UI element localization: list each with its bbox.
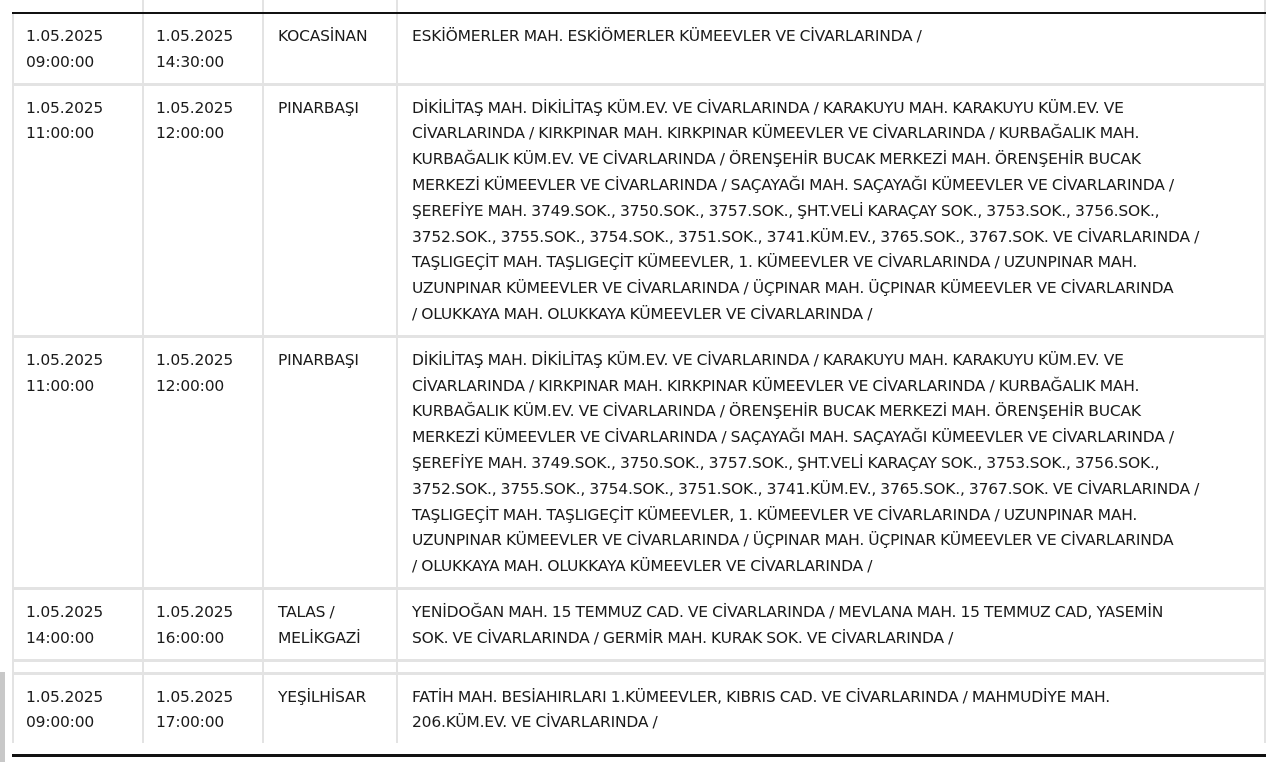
- area-line: ŞEREFİYE MAH. 3749.SOK., 3750.SOK., 3757.SOK., ŞHT.VELİ KARAÇAY SOK., 3753.SOK., 3756.SOK.,: [412, 201, 1160, 220]
- district-cell: [264, 14, 398, 86]
- area-line: SOK. VE CİVARLARINDA / GERMİR MAH. KURAK SOK. VE CİVARLARINDA /: [412, 628, 954, 647]
- area-line: DİKİLİTAŞ MAH. DİKİLİTAŞ KÜM.EV. VE CİVARLARINDA / KARAKUYU MAH. KARAKUYU KÜM.EV. VE: [412, 98, 1124, 117]
- start-time-cell: [12, 338, 144, 590]
- affected-area-cell: [398, 338, 1266, 590]
- start-time-cell: [12, 590, 144, 662]
- area-line: DİKİLİTAŞ MAH. DİKİLİTAŞ KÜM.EV. VE CİVARLARINDA / KARAKUYU MAH. KARAKUYU KÜM.EV. VE: [412, 350, 1124, 369]
- affected-area-cell: [398, 14, 1266, 86]
- district-line: MELİKGAZİ: [278, 628, 361, 647]
- start-time-cell: [12, 86, 144, 338]
- table-row: [12, 590, 1266, 662]
- start-line: 09:00:00: [26, 713, 95, 732]
- start-line: 14:00:00: [26, 628, 95, 647]
- end-line: 14:30:00: [156, 52, 225, 71]
- area-line: CİVARLARINDA / KIRKPINAR MAH. KIRKPINAR KÜMEEVLER VE CİVARLARINDA / KURBAĞALIK MAH.: [412, 124, 1140, 143]
- end-time-cell: [144, 14, 264, 86]
- power-outage-table: [12, 14, 1266, 743]
- end-time-cell: [144, 338, 264, 590]
- end-line: 1.05.2025: [156, 687, 234, 706]
- previous-row-stub: [12, 0, 1266, 12]
- area-line: MERKEZİ KÜMEEVLER VE CİVARLARINDA / SAÇAYAĞI MAH. SAÇAYAĞI KÜMEEVLER VE CİVARLARINDA /: [412, 428, 1174, 447]
- end-line: 17:00:00: [156, 713, 225, 732]
- district-cell: [264, 86, 398, 338]
- area-line: / OLUKKAYA MAH. OLUKKAYA KÜMEEVLER VE CİVARLARINDA /: [412, 304, 873, 323]
- table-row: [12, 338, 1266, 590]
- end-time-cell: [144, 590, 264, 662]
- table-row: [12, 14, 1266, 86]
- area-line: TAŞLIGEÇİT MAH. TAŞLIGEÇİT KÜMEEVLER, 1. KÜMEEVLER VE CİVARLARINDA / UZUNPINAR MAH.: [412, 505, 1138, 524]
- start-line: 1.05.2025: [26, 27, 104, 45]
- separator-cell: [144, 662, 264, 675]
- separator-cell: [398, 662, 1266, 675]
- scrollbar[interactable]: [0, 672, 5, 762]
- area-line: TAŞLIGEÇİT MAH. TAŞLIGEÇİT KÜMEEVLER, 1. KÜMEEVLER VE CİVARLARINDA / UZUNPINAR MAH.: [412, 253, 1138, 272]
- affected-area-cell: [398, 590, 1266, 662]
- area-line: 206.KÜM.EV. VE CİVARLARINDA /: [412, 713, 658, 732]
- district-line: KOCASİNAN: [278, 27, 368, 45]
- area-line: FATİH MAH. BESİAHIRLARI 1.KÜMEEVLER, KIBRIS CAD. VE CİVARLARINDA / MAHMUDİYE MAH.: [412, 687, 1110, 706]
- district-cell: [264, 675, 398, 744]
- district-line: PINARBAŞI: [278, 98, 359, 117]
- area-line: 3752.SOK., 3755.SOK., 3754.SOK., 3751.SOK., 3741.KÜM.EV., 3765.SOK., 3767.SOK. VE CİVARLARINDA /: [412, 227, 1200, 246]
- start-line: 1.05.2025: [26, 687, 104, 706]
- district-line: PINARBAŞI: [278, 350, 359, 369]
- table-bottom-rule: [12, 754, 1266, 757]
- row-separator: [12, 662, 1266, 675]
- table-row: [12, 675, 1266, 744]
- end-time-cell: [144, 675, 264, 744]
- separator-cell: [12, 662, 144, 675]
- area-line: UZUNPINAR KÜMEEVLER VE CİVARLARINDA / ÜÇPINAR MAH. ÜÇPINAR KÜMEEVLER VE CİVARLARINDA: [412, 531, 1174, 550]
- area-line: CİVARLARINDA / KIRKPINAR MAH. KIRKPINAR KÜMEEVLER VE CİVARLARINDA / KURBAĞALIK MAH.: [412, 376, 1140, 395]
- outage-table-frame: [12, 0, 1266, 762]
- area-line: / OLUKKAYA MAH. OLUKKAYA KÜMEEVLER VE CİVARLARINDA /: [412, 557, 873, 576]
- district-cell: [264, 338, 398, 590]
- area-line: 3752.SOK., 3755.SOK., 3754.SOK., 3751.SOK., 3741.KÜM.EV., 3765.SOK., 3767.SOK. VE CİVARLARINDA /: [412, 479, 1200, 498]
- end-line: 1.05.2025: [156, 98, 234, 117]
- area-line: ŞEREFİYE MAH. 3749.SOK., 3750.SOK., 3757.SOK., ŞHT.VELİ KARAÇAY SOK., 3753.SOK., 3756.SOK.,: [412, 453, 1160, 472]
- start-line: 11:00:00: [26, 376, 95, 395]
- start-line: 1.05.2025: [26, 602, 104, 621]
- table-row: [12, 86, 1266, 338]
- start-line: 09:00:00: [26, 52, 95, 71]
- end-time-cell: [144, 86, 264, 338]
- district-line: TALAS /: [278, 602, 335, 621]
- start-line: 1.05.2025: [26, 350, 104, 369]
- area-line: ESKİÖMERLER MAH. ESKİÖMERLER KÜMEEVLER VE CİVARLARINDA /: [412, 27, 922, 45]
- area-line: MERKEZİ KÜMEEVLER VE CİVARLARINDA / SAÇAYAĞI MAH. SAÇAYAĞI KÜMEEVLER VE CİVARLARINDA /: [412, 175, 1174, 194]
- end-line: 1.05.2025: [156, 27, 234, 45]
- end-line: 16:00:00: [156, 628, 225, 647]
- end-line: 12:00:00: [156, 376, 225, 395]
- end-line: 1.05.2025: [156, 350, 234, 369]
- affected-area-cell: [398, 675, 1266, 744]
- affected-area-cell: [398, 86, 1266, 338]
- district-line: YEŞİLHİSAR: [278, 687, 367, 706]
- start-line: 11:00:00: [26, 124, 95, 143]
- area-line: KURBAĞALIK KÜM.EV. VE CİVARLARINDA / ÖRENŞEHİR BUCAK MERKEZİ MAH. ÖRENŞEHİR BUCAK: [412, 402, 1141, 421]
- end-line: 1.05.2025: [156, 602, 234, 621]
- area-line: KURBAĞALIK KÜM.EV. VE CİVARLARINDA / ÖRENŞEHİR BUCAK MERKEZİ MAH. ÖRENŞEHİR BUCAK: [412, 150, 1141, 169]
- start-time-cell: [12, 14, 144, 86]
- separator-cell: [264, 662, 398, 675]
- area-line: YENİDOĞAN MAH. 15 TEMMUZ CAD. VE CİVARLARINDA / MEVLANA MAH. 15 TEMMUZ CAD, YASEMİN: [412, 602, 1164, 621]
- start-time-cell: [12, 675, 144, 744]
- start-line: 1.05.2025: [26, 98, 104, 117]
- area-line: UZUNPINAR KÜMEEVLER VE CİVARLARINDA / ÜÇPINAR MAH. ÜÇPINAR KÜMEEVLER VE CİVARLARINDA: [412, 279, 1174, 298]
- end-line: 12:00:00: [156, 124, 225, 143]
- district-cell: [264, 590, 398, 662]
